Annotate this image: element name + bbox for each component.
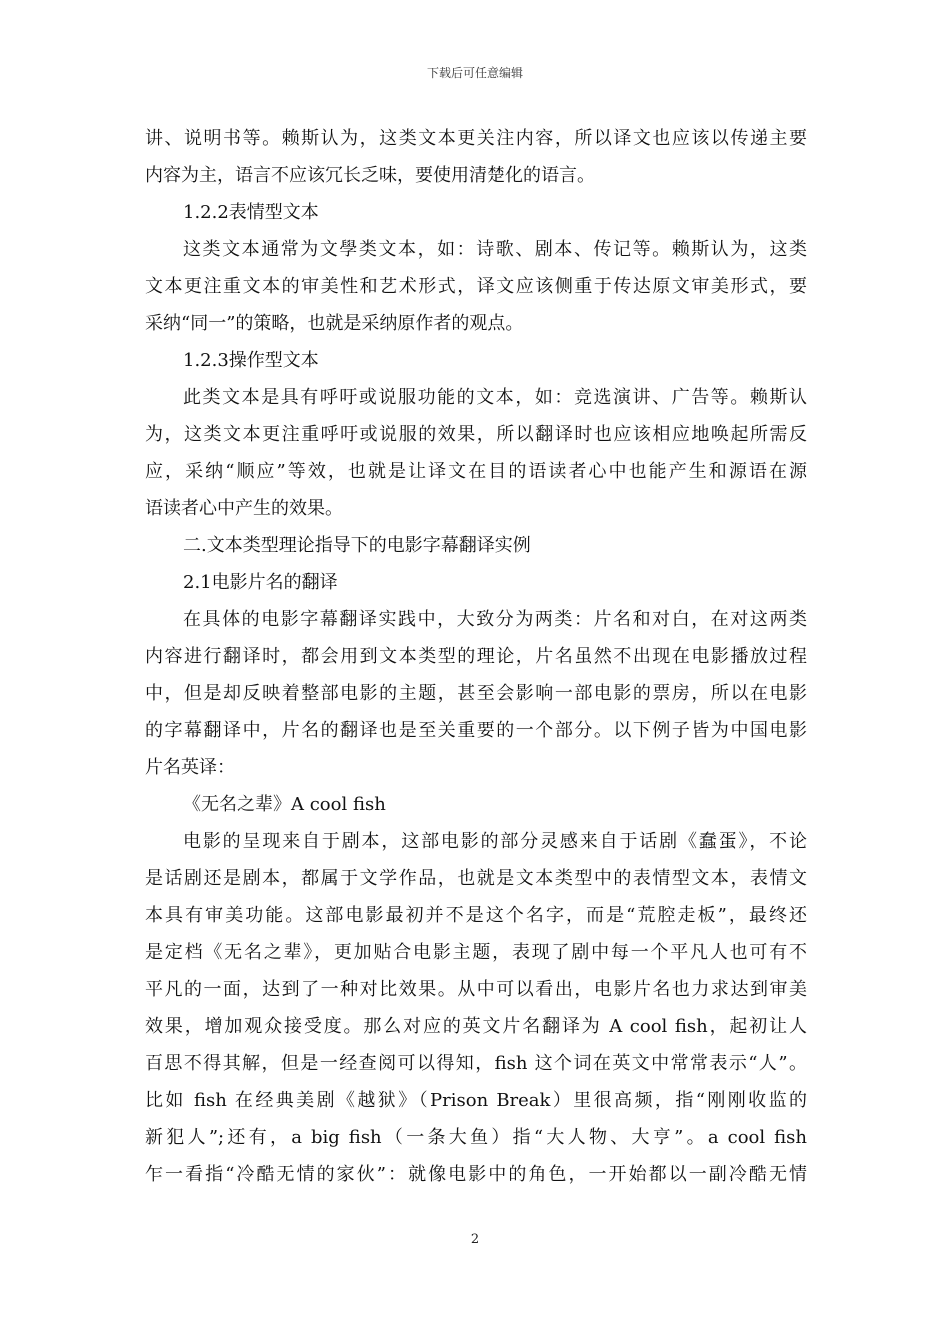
section-heading: 1.2.2表情型文本 bbox=[183, 202, 319, 223]
body-line: 的字幕翻译中，片名的翻译也是至关重要的一个部分。以下例子皆为中国电影 bbox=[145, 720, 807, 741]
body-line: 是定档《无名之辈》，更加贴合电影主题，表现了剧中每一个平凡人也可有不 bbox=[145, 942, 807, 963]
body-line: 效果，增加观众接受度。那么对应的英文片名翻译为 A cool fish，起初让人 bbox=[145, 1016, 807, 1037]
section-heading: 1.2.3操作型文本 bbox=[183, 350, 319, 371]
body-line: 内容为主，语言不应该冗长乏味，要使用清楚化的语言。 bbox=[145, 165, 595, 186]
section-heading: 2.1电影片名的翻译 bbox=[183, 572, 338, 593]
document-body bbox=[145, 120, 807, 1193]
body-line: 语读者心中产生的效果。 bbox=[145, 498, 343, 519]
body-line: 内容进行翻译时，都会用到文本类型的理论，片名虽然不出现在电影播放过程 bbox=[145, 646, 807, 667]
body-line: 此类文本是具有呼吁或说服功能的文本，如：竞选演讲、广告等。赖斯认 bbox=[183, 387, 807, 408]
body-line: 新犯人”;还有，a big fish（一条大鱼）指“大人物、大亨”。a cool fish bbox=[145, 1127, 807, 1148]
body-line: 在具体的电影字幕翻译实践中，大致分为两类：片名和对白，在对这两类 bbox=[183, 609, 807, 630]
body-line: 本具有审美功能。这部电影最初并不是这个名字，而是“荒腔走板”，最终还 bbox=[145, 905, 807, 926]
body-line: 应，采纳“顺应”等效，也就是让译文在目的语读者心中也能产生和源语在源 bbox=[145, 461, 807, 482]
body-line: 电影的呈现来自于剧本，这部电影的部分灵感来自于话剧《蠢蛋》，不论 bbox=[183, 831, 807, 852]
body-line: 比如 fish 在经典美剧《越狱》（Prison Break）里很高频，指“刚刚收监的 bbox=[145, 1090, 807, 1111]
body-line: 中，但是却反映着整部电影的主题，甚至会影响一部电影的票房，所以在电影 bbox=[145, 683, 807, 704]
body-line: 乍一看指“冷酷无情的家伙”：就像电影中的角色，一开始都以一副冷酷无情 bbox=[145, 1164, 807, 1185]
body-line: 这类文本通常为文學类文本，如：诗歌、剧本、传记等。赖斯认为，这类 bbox=[183, 239, 807, 260]
body-line: 文本更注重文本的审美性和艺术形式，译文应该侧重于传达原文审美形式，要 bbox=[145, 276, 807, 297]
body-line: 讲、说明书等。赖斯认为，这类文本更关注内容，所以译文也应该以传递主要 bbox=[145, 128, 807, 149]
chapter-heading: 二.文本类型理论指导下的电影字幕翻译实例 bbox=[183, 535, 531, 556]
body-line: 平凡的一面，达到了一种对比效果。从中可以看出，电影片名也力求达到审美 bbox=[145, 979, 807, 1000]
page-number: 2 bbox=[470, 1232, 480, 1247]
example-title: 《无名之辈》A cool fish bbox=[183, 794, 386, 815]
body-line: 片名英译： bbox=[145, 757, 235, 778]
body-line: 百思不得其解，但是一经查阅可以得知，fish 这个词在英文中常常表示“人”。 bbox=[145, 1053, 807, 1074]
page-header: 下载后可任意编辑 bbox=[426, 66, 523, 80]
body-line: 为，这类文本更注重呼吁或说服的效果，所以翻译时也应该相应地唤起所需反 bbox=[145, 424, 807, 445]
body-line: 采纳“同一”的策略，也就是采纳原作者的观点。 bbox=[145, 313, 524, 334]
body-line: 是话剧还是剧本，都属于文学作品，也就是文本类型中的表情型文本，表情文 bbox=[145, 868, 807, 889]
